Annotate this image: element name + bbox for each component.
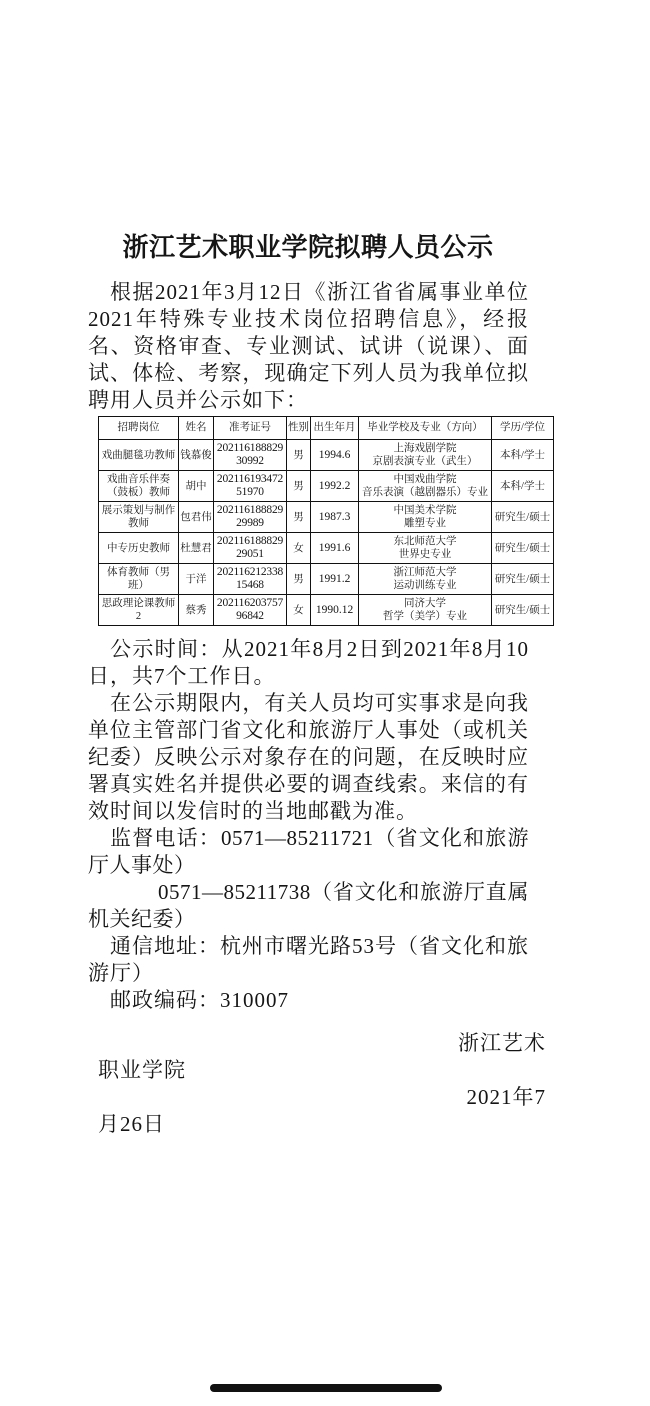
cell-gender: 女 — [287, 595, 311, 626]
cell-school — [359, 564, 492, 595]
cell-birth: 1994.6 — [311, 440, 359, 471]
table-row — [99, 440, 554, 471]
header-birth: 出生年月 — [311, 417, 359, 440]
table-row — [99, 533, 554, 564]
petition-paragraph: 在公示期限内，有关人员均可实事求是向我单位主管部门省文化和旅游厅人事处（或机关纪委）反映公示对象存在的问题，在反映时应署真实姓名并提供必要的调查线索。来信的有效时间以发信时的当地邮戳为准。 — [88, 691, 529, 823]
table-header-row — [99, 417, 554, 440]
publicity-period-paragraph: 公示时间：从2021年8月2日到2021年8月10日，共7个工作日。 — [88, 637, 529, 688]
cell-position: 戏曲音乐伴奏（鼓板）教师 — [99, 471, 179, 502]
home-indicator[interactable] — [210, 1384, 442, 1392]
school-major: 雕塑专业 — [404, 518, 446, 529]
header-ticket-no: 准考证号 — [214, 417, 287, 440]
cell-position: 体育教师（男班） — [99, 564, 179, 595]
cell-name: 包君伟 — [179, 502, 214, 533]
cell-degree: 本科/学士 — [492, 440, 554, 471]
school-major: 京剧表演专业（武生） — [372, 456, 478, 467]
cell-name: 胡中 — [179, 471, 214, 502]
hired-personnel-table — [98, 416, 554, 626]
header-school: 毕业学校及专业（方向） — [359, 417, 492, 440]
page-title: 浙江艺术职业学院拟聘人员公示 — [122, 232, 494, 262]
cell-birth: 1991.2 — [311, 564, 359, 595]
cell-school — [359, 533, 492, 564]
cell-degree: 研究生/硕士 — [492, 595, 554, 626]
cell-degree: 研究生/硕士 — [492, 533, 554, 564]
cell-gender: 女 — [287, 533, 311, 564]
cell-gender: 男 — [287, 440, 311, 471]
cell-name: 蔡秀 — [179, 595, 214, 626]
cell-position: 思政理论课教师2 — [99, 595, 179, 626]
table-row — [99, 595, 554, 626]
school-name: 中国戏曲学院 — [393, 474, 457, 485]
supervision-phone-1: 监督电话：0571—85211721（省文化和旅游厅人事处） — [88, 826, 529, 877]
school-name: 中国美术学院 — [393, 505, 457, 516]
signature-block — [88, 1030, 546, 1138]
school-major: 哲学（美学）专业 — [383, 611, 467, 622]
cell-degree: 本科/学士 — [492, 471, 554, 502]
header-degree: 学历/学位 — [492, 417, 554, 440]
supervision-phone-2: 0571—85211738（省文化和旅游厅直属机关纪委） — [88, 880, 529, 931]
cell-degree: 研究生/硕士 — [492, 564, 554, 595]
school-name: 浙江师范大学 — [393, 567, 457, 578]
cell-name: 杜慧君 — [179, 533, 214, 564]
school-name: 上海戏剧学院 — [393, 443, 457, 454]
table-row — [99, 471, 554, 502]
cell-birth: 1991.6 — [311, 533, 359, 564]
cell-ticket-no: 20211620375796842 — [214, 595, 287, 626]
header-gender: 性别 — [287, 417, 311, 440]
cell-position: 展示策划与制作教师 — [99, 502, 179, 533]
postal-code: 邮政编码：310007 — [110, 988, 289, 1012]
intro-paragraph: 根据2021年3月12日《浙江省省属事业单位2021年特殊专业技术岗位招聘信息》，经报名、资格审查、专业测试、试讲（说课）、面试、体检、考察，现确定下列人员为我单位拟聘用人员并公示如下： — [88, 280, 529, 412]
school-major: 运动训练专业 — [393, 580, 457, 591]
cell-position: 中专历史教师 — [99, 533, 179, 564]
mailing-address: 通信地址：杭州市曙光路53号（省文化和旅游厅） — [88, 934, 529, 985]
cell-school — [359, 471, 492, 502]
cell-school — [359, 440, 492, 471]
cell-name: 于洋 — [179, 564, 214, 595]
cell-position: 戏曲腿毯功教师 — [99, 440, 179, 471]
school-name: 同济大学 — [404, 598, 446, 609]
cell-birth: 1992.2 — [311, 471, 359, 502]
signature-org-line-2: 职业学院 — [98, 1058, 186, 1082]
school-major: 音乐表演（越剧器乐）专业 — [362, 487, 488, 498]
cell-gender: 男 — [287, 564, 311, 595]
header-name: 姓名 — [179, 417, 214, 440]
cell-name: 钱慕俊 — [179, 440, 214, 471]
cell-school — [359, 595, 492, 626]
school-major: 世界史专业 — [398, 549, 452, 560]
cell-ticket-no: 20211618882929989 — [214, 502, 287, 533]
table-row — [99, 502, 554, 533]
cell-gender: 男 — [287, 471, 311, 502]
cell-school — [359, 502, 492, 533]
cell-degree: 研究生/硕士 — [492, 502, 554, 533]
school-name: 东北师范大学 — [393, 536, 457, 547]
table-row — [99, 564, 554, 595]
document-body — [88, 232, 551, 1138]
cell-ticket-no: 20211618882929051 — [214, 533, 287, 564]
signature-date-line-1: 2021年7 — [466, 1085, 546, 1109]
cell-gender: 男 — [287, 502, 311, 533]
cell-ticket-no: 20211619347251970 — [214, 471, 287, 502]
signature-date-line-2: 月26日 — [98, 1112, 165, 1136]
cell-birth: 1990.12 — [311, 595, 359, 626]
cell-birth: 1987.3 — [311, 502, 359, 533]
signature-org-line-1: 浙江艺术 — [458, 1031, 546, 1055]
cell-ticket-no: 20211618882930992 — [214, 440, 287, 471]
header-position: 招聘岗位 — [99, 417, 179, 440]
cell-ticket-no: 20211621233815468 — [214, 564, 287, 595]
